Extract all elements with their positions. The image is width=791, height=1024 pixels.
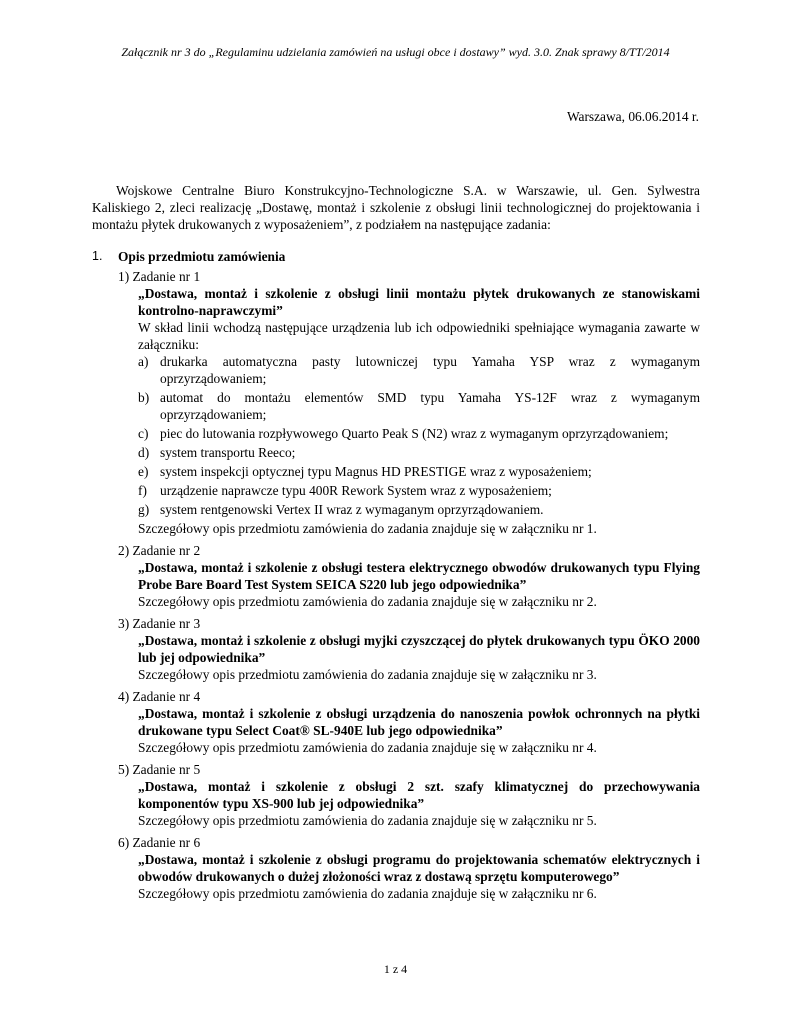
task-note: Szczegółowy opis przedmiotu zamówienia do zadania znajduje się w załączniku nr 1. bbox=[138, 521, 597, 536]
task-title: „Dostawa, montaż i szkolenie z obsługi 2 szt. szafy klimatycznej do przechowywania komponentów typu XS-900 lub jej odpowiednika” bbox=[138, 779, 700, 811]
intro-paragraph: Wojskowe Centralne Biuro Konstrukcyjno-Technologiczne S.A. w Warszawie, ul. Gen. Sylwestra Kaliskiego 2, zleci realizację „Dostawę, montaż i szkolenie z obsługi linii technologicznej do projektowania i montażu płytek drukowanych z wyposażeniem”, z podziałem na następujące zadania: bbox=[92, 183, 700, 232]
task-3 bbox=[92, 615, 700, 683]
section-title: Opis przedmiotu zamówienia bbox=[118, 249, 286, 264]
list-item: g) system rentgenowski Vertex II wraz z wymaganym oprzyrządowaniem. bbox=[138, 502, 544, 517]
task-label: 1) Zadanie nr 1 bbox=[118, 269, 201, 284]
section-number: 1. bbox=[92, 249, 103, 263]
task-label: 2) Zadanie nr 2 bbox=[118, 543, 201, 558]
task-note: Szczegółowy opis przedmiotu zamówienia do zadania znajduje się w załączniku nr 3. bbox=[138, 667, 597, 682]
task-note: Szczegółowy opis przedmiotu zamówienia do zadania znajduje się w załączniku nr 5. bbox=[138, 813, 597, 828]
task-label: 5) Zadanie nr 5 bbox=[118, 762, 201, 777]
task-label: 6) Zadanie nr 6 bbox=[118, 835, 201, 850]
task-1 bbox=[92, 268, 700, 537]
section-heading bbox=[92, 248, 700, 265]
task-title: „Dostawa, montaż i szkolenie z obsługi programu do projektowania schematów elektrycznych i obwodów drukowanych o dużej złożoności wraz z dostawą sprzętu komputerowego” bbox=[138, 852, 700, 884]
task-label: 4) Zadanie nr 4 bbox=[118, 689, 201, 704]
page-header: Załącznik nr 3 do „Regulaminu udzielania zamówień na usługi obce i dostawy” wyd. 3.0. Znak sprawy 8/TT/2014 bbox=[121, 45, 670, 59]
task-note: Szczegółowy opis przedmiotu zamówienia do zadania znajduje się w załączniku nr 4. bbox=[138, 740, 597, 755]
equipment-list bbox=[138, 353, 700, 518]
page-number: 1 z 4 bbox=[383, 962, 408, 976]
task-5 bbox=[92, 761, 700, 829]
task-6 bbox=[92, 834, 700, 902]
list-item: a) drukarka automatyczna pasty lutowniczej typu Yamaha YSP wraz z wymaganym oprzyrządowaniem; bbox=[138, 354, 700, 386]
task-title: „Dostawa, montaż i szkolenie z obsługi testera elektrycznego obwodów drukowanych typu Flying Probe Bare Board Test System SEICA S220 lub jego odpowiednika” bbox=[138, 560, 700, 592]
task-title: „Dostawa, montaż i szkolenie z obsługi urządzenia do nanoszenia powłok ochronnych na płytki drukowane typu Select Coat® SL-940E lub jego odpowiednika” bbox=[138, 706, 700, 738]
list-item: c) piec do lutowania rozpływowego Quarto Peak S (N2) wraz z wymaganym oprzyrządowaniem; bbox=[138, 426, 669, 441]
task-2 bbox=[92, 542, 700, 610]
task-title: „Dostawa, montaż i szkolenie z obsługi myjki czyszczącej do płytek drukowanych typu ÖKO 2000 lub jej odpowiednika” bbox=[138, 633, 700, 665]
list-item: e) system inspekcji optycznej typu Magnus HD PRESTIGE wraz z wyposażeniem; bbox=[138, 464, 592, 479]
task-note: Szczegółowy opis przedmiotu zamówienia do zadania znajduje się w załączniku nr 2. bbox=[138, 594, 597, 609]
task-label: 3) Zadanie nr 3 bbox=[118, 616, 201, 631]
list-item: b) automat do montażu elementów SMD typu Yamaha YS-12F wraz z wymaganym oprzyrządowaniem; bbox=[138, 390, 700, 422]
task-title: „Dostawa, montaż i szkolenie z obsługi linii montażu płytek drukowanych ze stanowiskami kontrolno-naprawczymi” bbox=[138, 286, 700, 318]
task-intro: W skład linii wchodzą następujące urządzenia lub ich odpowiedniki spełniające wymagania zawarte w załączniku: bbox=[138, 320, 700, 352]
section-1 bbox=[92, 248, 700, 902]
list-item: d) system transportu Reeco; bbox=[138, 445, 296, 460]
task-4 bbox=[92, 688, 700, 756]
task-note: Szczegółowy opis przedmiotu zamówienia do zadania znajduje się w załączniku nr 6. bbox=[138, 886, 597, 901]
date-line: Warszawa, 06.06.2014 r. bbox=[566, 109, 699, 124]
list-item: f) urządzenie naprawcze typu 400R Rework System wraz z wyposażeniem; bbox=[138, 483, 552, 498]
